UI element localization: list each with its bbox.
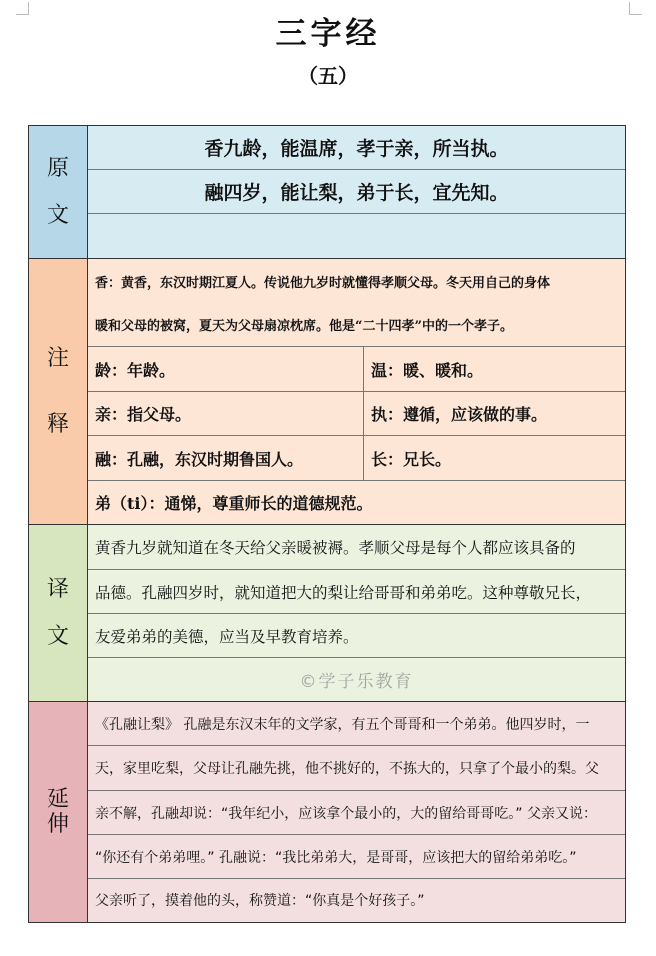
text-line: 融四岁，能让梨，弟于长，宜先知。 (88, 170, 625, 214)
section-yiwen (29, 525, 625, 702)
note-line: 弟（ti）：通悌，尊重师长的道德规范。 (95, 493, 373, 513)
section-yuanwen (29, 126, 625, 259)
content-table (28, 125, 626, 923)
section-label-yuanwen (29, 126, 88, 258)
note-intro-line: 暖和父母的被窝，夏天为父母扇凉枕席。他是“二十四孝”中的一个孝子。 (88, 303, 625, 347)
note-cell: 融：孔融，东汉时期鲁国人。 (95, 436, 364, 480)
extension-line: 《孔融让梨》 孔融是东汉末年的文学家，有五个哥哥和一个弟弟。他四岁时，一 (88, 702, 625, 746)
text-line: 香九龄，能温席，孝于亲，所当执。 (88, 126, 625, 170)
section-label-zhushi (29, 259, 88, 524)
label-char: 译 (46, 576, 69, 602)
label-char: 注 (46, 346, 69, 372)
translation-line: 品德。孔融四岁时，就知道把大的梨让给哥哥和弟弟吃。这种尊敬兄长， (88, 570, 625, 614)
note-pair-row (88, 436, 625, 481)
translation-line: 黄香九岁就知道在冬天给父亲暖被褥。孝顺父母是每个人都应该具备的 (88, 525, 625, 570)
label-char: 释 (46, 411, 69, 437)
section-zhushi (29, 259, 625, 525)
section-yanshen (29, 702, 625, 922)
label-char: 文 (46, 203, 69, 228)
note-cell: 亲：指父母。 (95, 392, 364, 435)
page-subtitle: （五） (298, 64, 358, 88)
note-cell: 执：遵循，应该做的事。 (371, 405, 548, 424)
section-label-yanshen (29, 702, 88, 922)
section-label-yiwen (29, 525, 88, 701)
extension-line: 天，家里吃梨，父母让孔融先挑，他不挑好的，不拣大的，只拿了个最小的梨。父 (88, 746, 625, 791)
extension-line: 亲不解，孔融却说：“我年纪小，应该拿个最小的，大的留给哥哥吃。” 父亲又说： (88, 791, 625, 835)
label-char: 文 (46, 624, 69, 649)
note-intro-line: 香：黄香，东汉时期江夏人。传说他九岁时就懂得孝顺父母。冬天用自己的身体 (95, 275, 551, 291)
note-cell: 温：暖、暖和。 (371, 360, 484, 380)
extension-line: 父亲听了，摸着他的头，称赞道：“你真是个好孩子。” (95, 893, 425, 909)
label-char: 延 (46, 786, 69, 812)
note-cell: 龄：年龄。 (95, 347, 364, 391)
note-cell: 长：兄长。 (371, 449, 452, 469)
note-pair-row (88, 347, 625, 392)
label-char: 原 (46, 155, 69, 181)
text-line (88, 214, 625, 257)
watermark-row (88, 658, 625, 700)
translation-line: 友爱弟弟的美德，应当及早教育培养。 (88, 614, 625, 658)
note-pair-row (88, 392, 625, 436)
page-title: 三字经 (275, 16, 381, 52)
watermark: ©学子乐教育 (299, 671, 414, 692)
extension-line: “你还有个弟弟哩。” 孔融说：“我比弟弟大，是哥哥，应该把大的留给弟弟吃。” (88, 835, 625, 879)
label-char: 伸 (46, 812, 69, 837)
